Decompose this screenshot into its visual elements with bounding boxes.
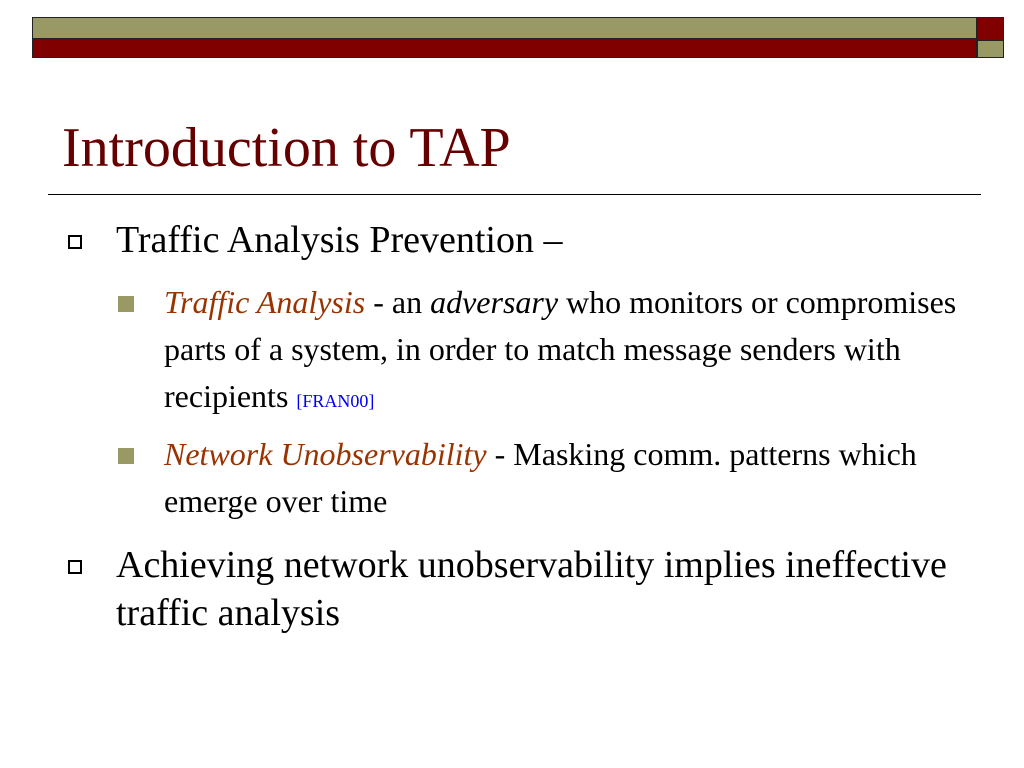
separator-text: - an <box>365 284 431 320</box>
filled-square-bullet-icon <box>118 296 134 312</box>
slide-title: Introduction to TAP <box>62 117 511 179</box>
citation-link[interactable]: [FRAN00] <box>296 391 375 411</box>
term-adversary: adversary <box>430 284 559 320</box>
term-network-unobservability: Network Unobservability <box>164 436 487 472</box>
sub-bullet-network-unobservability <box>164 431 964 525</box>
hollow-square-bullet-icon <box>68 560 82 574</box>
bullet-traffic-analysis-prevention: Traffic Analysis Prevention – <box>116 219 563 261</box>
definition-text: - Masking comm. patterns which emerge over time <box>164 436 917 519</box>
hollow-square-bullet-icon <box>68 235 82 249</box>
filled-square-bullet-icon <box>118 448 134 464</box>
term-traffic-analysis: Traffic Analysis <box>164 284 366 320</box>
sub-bullet-traffic-analysis <box>164 279 964 425</box>
bullet-achieving-unobservability: Achieving network unobservability implies ineffective traffic analysis <box>116 544 947 634</box>
definition-text: who monitors or compromises parts of a system, in order to match message senders with recipients <box>164 284 957 414</box>
